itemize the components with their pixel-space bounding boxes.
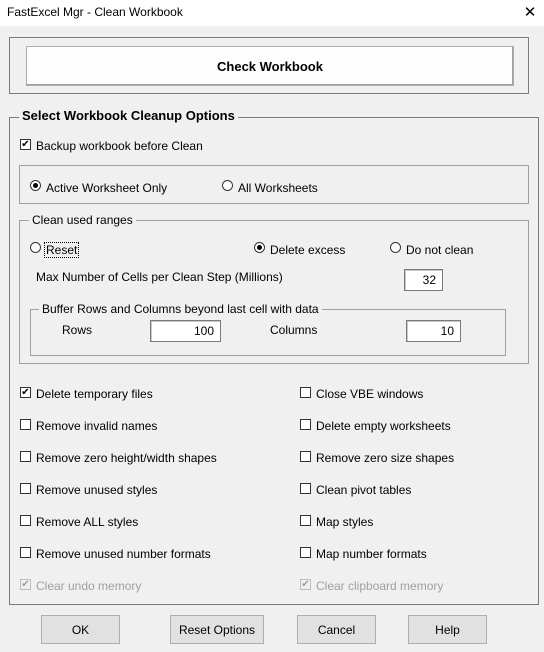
max-cells-label: Max Number of Cells per Clean Step (Millions) xyxy=(36,270,283,284)
reset-options-button[interactable]: Reset Options xyxy=(170,615,264,644)
active-worksheet-radio[interactable] xyxy=(30,180,41,191)
max-cells-input[interactable]: 32 xyxy=(404,269,443,291)
ok-button[interactable]: OK xyxy=(41,615,120,644)
radio-dot-icon xyxy=(257,245,262,250)
option-checkbox[interactable] xyxy=(300,387,311,398)
columns-input[interactable]: 10 xyxy=(406,320,461,342)
check-mark-icon: ✔ xyxy=(301,578,310,590)
option-checkbox[interactable] xyxy=(20,451,31,462)
check-mark-icon: ✔ xyxy=(21,138,30,150)
option-label: Remove unused number formats xyxy=(36,547,211,561)
check-mark-icon: ✔ xyxy=(21,578,30,590)
option-label: Map number formats xyxy=(316,547,427,561)
active-worksheet-label: Active Worksheet Only xyxy=(46,181,168,195)
option-checkbox[interactable] xyxy=(300,483,311,494)
help-button[interactable]: Help xyxy=(408,615,487,644)
option-checkbox[interactable] xyxy=(20,419,31,430)
option-label: Clean pivot tables xyxy=(316,483,412,497)
option-label: Remove unused styles xyxy=(36,483,158,497)
radio-dot-icon xyxy=(33,183,38,188)
option-checkbox[interactable] xyxy=(300,515,311,526)
option-label: Delete empty worksheets xyxy=(316,419,451,433)
rows-input[interactable]: 100 xyxy=(150,320,221,342)
option-checkbox[interactable] xyxy=(20,483,31,494)
check-mark-icon: ✔ xyxy=(21,386,30,398)
backup-checkbox[interactable] xyxy=(20,139,31,150)
option-checkbox xyxy=(300,579,311,590)
reset-radio[interactable] xyxy=(30,242,41,253)
option-label: Remove zero height/width shapes xyxy=(36,451,217,465)
check-workbook-button[interactable]: Check Workbook xyxy=(26,46,514,86)
all-worksheets-label: All Worksheets xyxy=(238,181,318,195)
option-label: Map styles xyxy=(316,515,374,529)
clean-ranges-title: Clean used ranges xyxy=(29,213,136,227)
delete-excess-label: Delete excess xyxy=(270,243,346,257)
option-checkbox[interactable] xyxy=(20,515,31,526)
option-label: Remove ALL styles xyxy=(36,515,139,529)
window-title: FastExcel Mgr - Clean Workbook xyxy=(7,5,183,19)
rows-label: Rows xyxy=(62,323,93,337)
do-not-clean-radio[interactable] xyxy=(390,242,401,253)
cancel-button[interactable]: Cancel xyxy=(297,615,376,644)
buffer-title: Buffer Rows and Columns beyond last cell with data xyxy=(39,302,322,316)
do-not-clean-label: Do not clean xyxy=(406,243,474,257)
option-label: Remove zero size shapes xyxy=(316,451,455,465)
close-icon[interactable]: ✕ xyxy=(523,4,537,21)
option-checkbox[interactable] xyxy=(300,419,311,430)
option-checkbox[interactable] xyxy=(300,547,311,558)
option-label: Close VBE windows xyxy=(316,387,424,401)
delete-excess-radio[interactable] xyxy=(254,242,265,253)
backup-label: Backup workbook before Clean xyxy=(36,139,203,153)
option-label: Clear undo memory xyxy=(36,579,142,593)
reset-label: Reset xyxy=(46,243,78,257)
option-checkbox xyxy=(20,579,31,590)
option-label: Delete temporary files xyxy=(36,387,153,401)
option-checkbox[interactable] xyxy=(20,547,31,558)
option-checkbox[interactable] xyxy=(300,451,311,462)
option-label: Clear clipboard memory xyxy=(316,579,444,593)
option-label: Remove invalid names xyxy=(36,419,158,433)
columns-label: Columns xyxy=(270,323,318,337)
cleanup-options-title: Select Workbook Cleanup Options xyxy=(19,109,238,123)
all-worksheets-radio[interactable] xyxy=(222,180,233,191)
option-checkbox[interactable] xyxy=(20,387,31,398)
